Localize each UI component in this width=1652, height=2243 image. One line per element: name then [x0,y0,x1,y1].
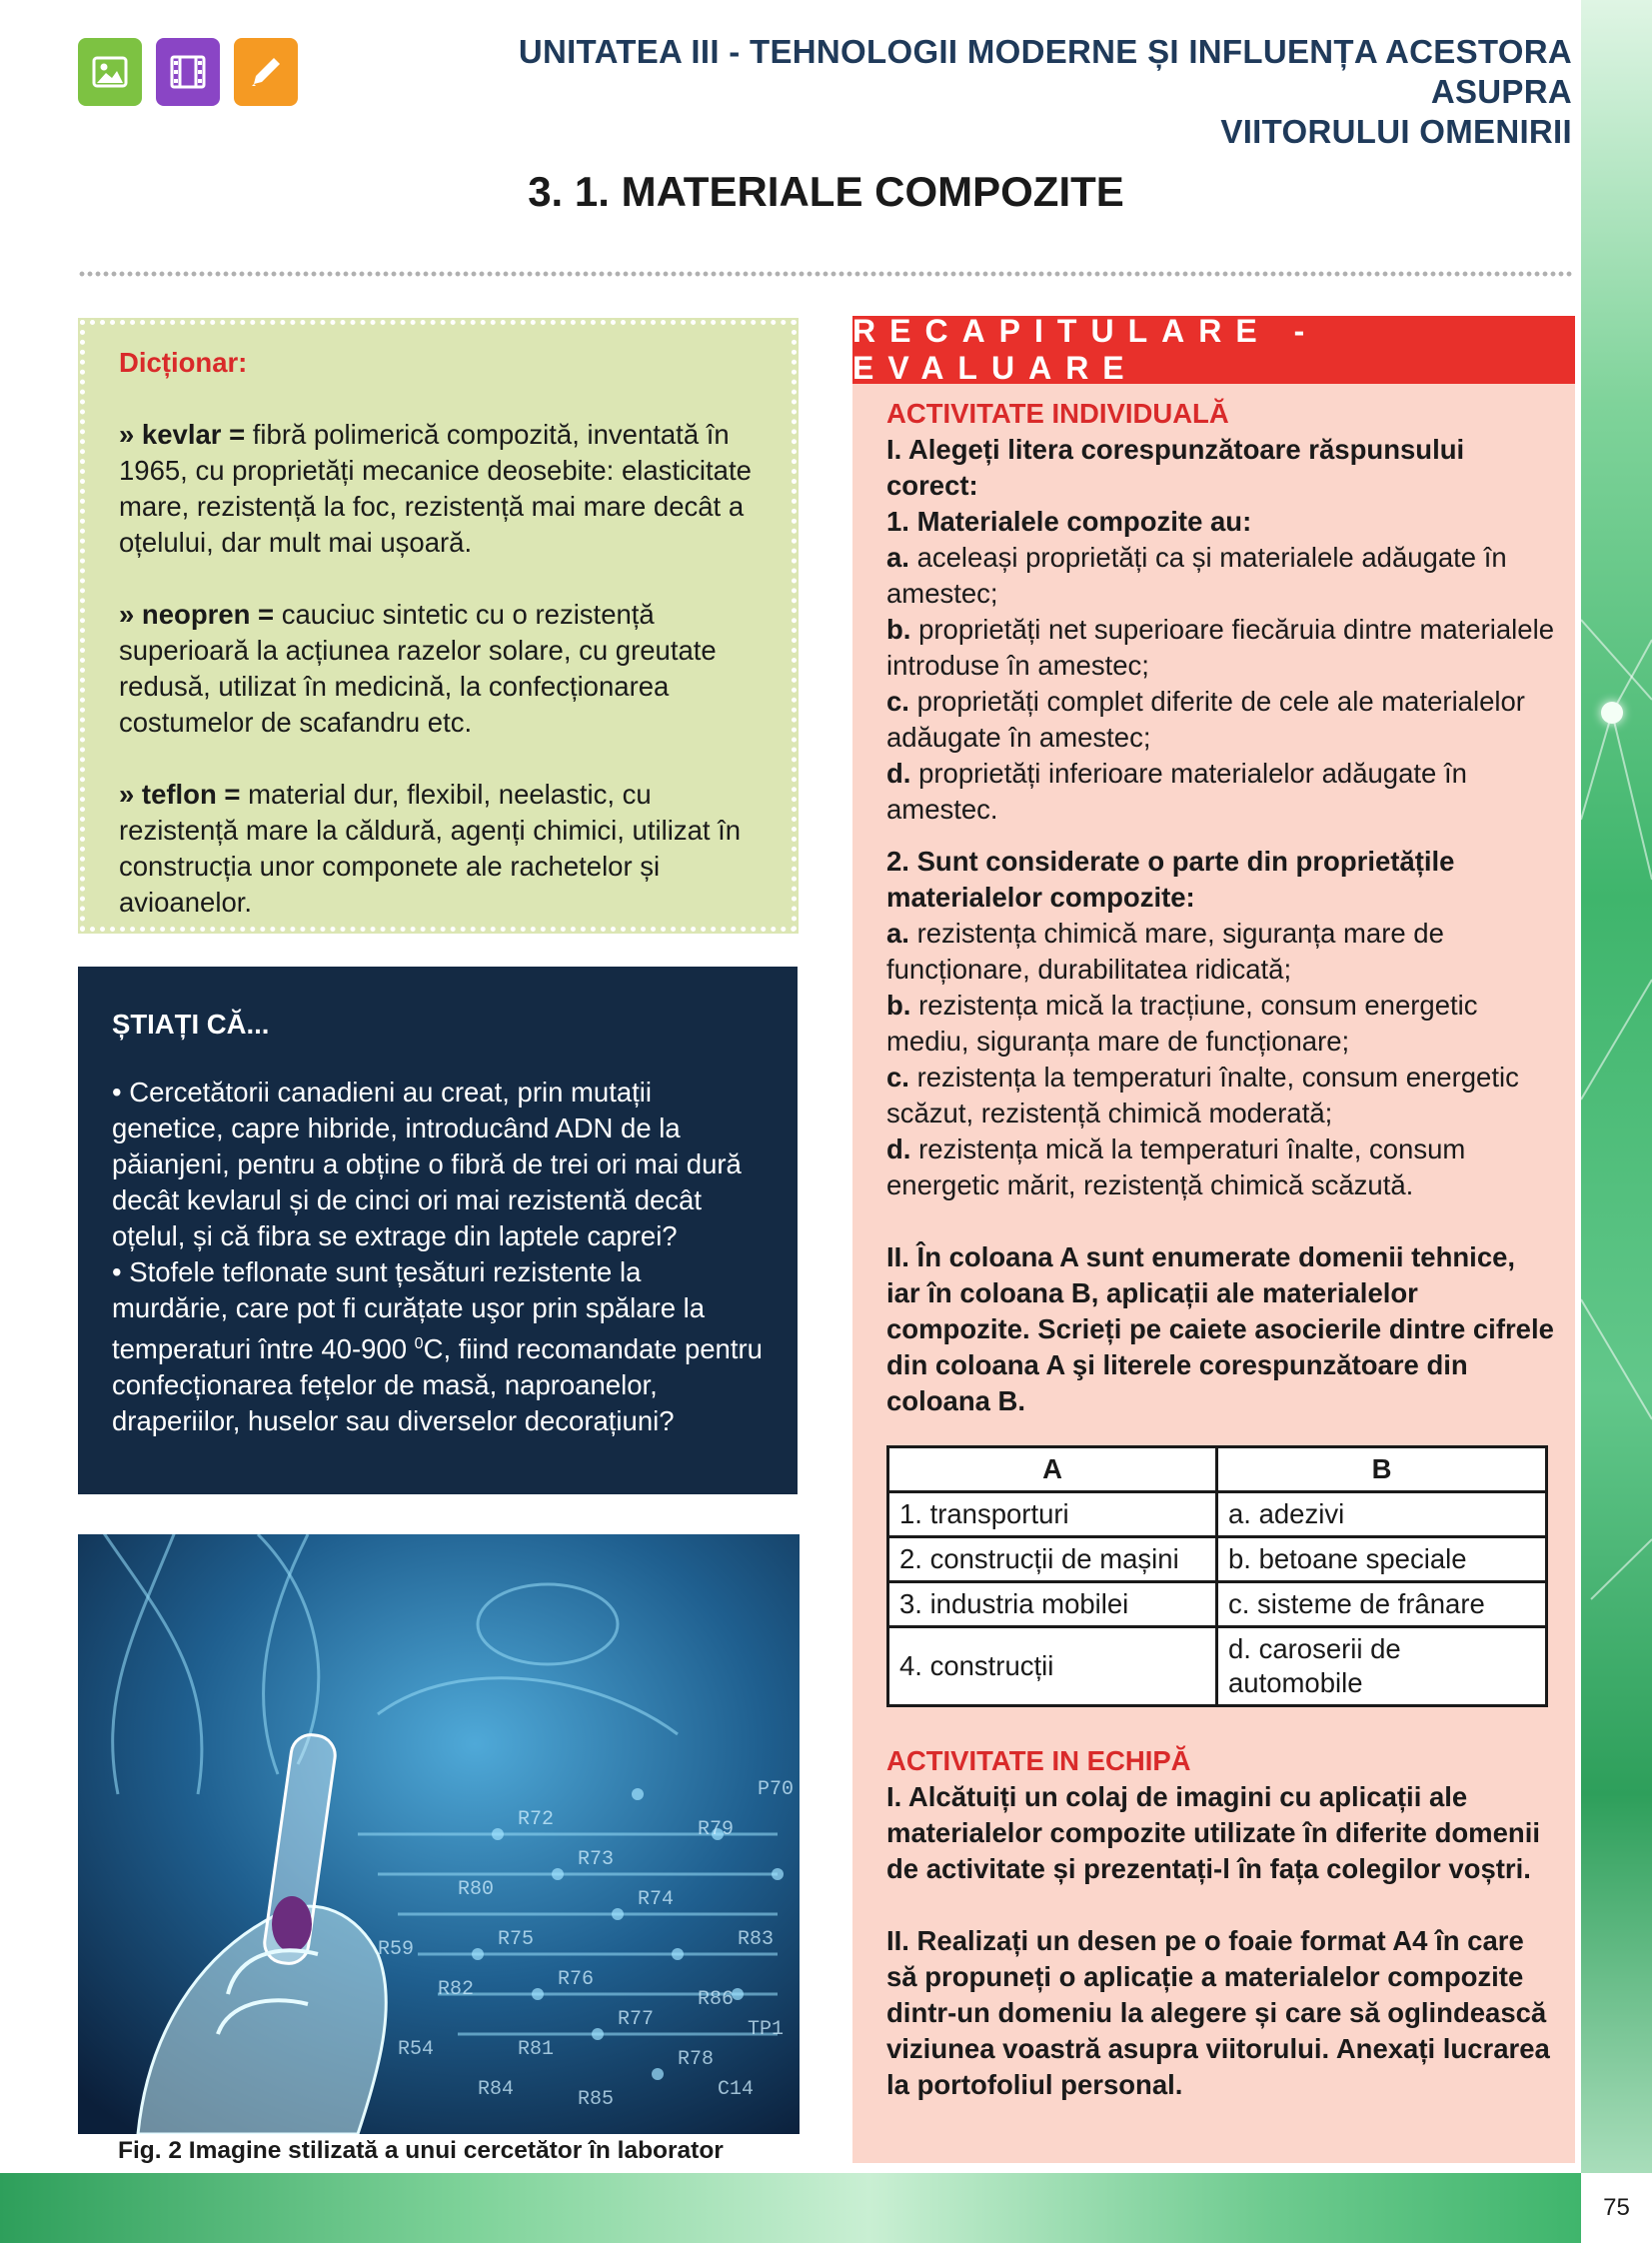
lab-researcher-illustration [78,1534,800,2134]
team-activity-title: ACTIVITATE IN ECHIPĂ [886,1745,1191,1776]
team-task-2: II. Realizați un desen pe o foaie format A4 în care să propuneți o aplicație a materialelor compozite dintr-un domeniu la alegere și care să oglindească viziunea voastră asupra viitorului. Anexați lucrarea la portofoliul personal. [886,1925,1550,2100]
evaluation-panel [852,313,1575,2163]
board-label: R78 [678,2048,715,2071]
board-label: R76 [558,1968,595,1991]
answer-option [886,756,1556,828]
evaluation-header: RECAPITULARE - EVALUARE [852,316,1575,384]
option-text: rezistența chimică mare, siguranța mare de funcționare, durabilitatea ridicată; [886,918,1444,985]
dictionary-definition: material dur, flexibil, neelastic, cu rezistență mare la căldură, agenți chimici, utilizat în construcția unor componete ale rachetelor și avioanelor. [119,779,742,918]
table-row [888,1627,1547,1706]
did-you-know-paragraph-1: • Cercetătorii canadieni au creat, prin mutații genetice, capre hibride, introducând ADN de la păianjeni, pentru a obține o fibră de trei ori mai dură decât kevlarul și de cinci ori mai rezistentă decât oțelul, și că fibra se extrage din laptele caprei? [112,1077,742,1251]
figure-caption: Fig. 2 Imagine stilizată a unui cercetător în laborator [118,2137,724,2164]
evaluation-body [886,396,1556,2103]
network-node [1601,702,1623,724]
board-label: R84 [478,2078,515,2101]
answer-option [886,1131,1556,1203]
answer-option [886,684,1556,756]
team-task-1: I. Alcătuiți un colaj de imagini cu aplicații ale materialelor compozite utilizate în diferite domenii de activitate și prezentați-l în fața colegilor voștri. [886,1781,1541,1884]
table-cell: b. betoane speciale [1217,1537,1547,1582]
board-label: R83 [738,1928,775,1951]
dictionary-definition: cauciuc sintetic cu o rezistență superioară la acțiunea razelor solare, cu greutate redusă, utilizat în medicină, la confecționarea costumelor de scafandru etc. [119,599,717,738]
question-1: 1. Materialele compozite au: [886,506,1252,537]
table-row [888,1492,1547,1537]
unit-title-line1: UNITATEA III - TEHNOLOGII MODERNE ȘI INFLUENȚA ACESTORA ASUPRA [518,33,1572,110]
board-label: R59 [378,1938,415,1961]
dictionary-term: » neopren = [119,599,275,630]
table-row [888,1582,1547,1627]
answer-option [886,1060,1556,1131]
answer-option [886,916,1556,988]
table-cell: 3. industria mobilei [888,1582,1217,1627]
board-label: R77 [618,2008,655,2031]
board-label: TP1 [748,2018,785,2041]
table-row [888,1537,1547,1582]
unit-header [423,32,1572,152]
option-letter: a. [886,918,909,949]
board-label: R72 [518,1808,555,1831]
answer-option [886,540,1556,612]
table-cell: a. adezivi [1217,1492,1547,1537]
board-label: P70 [758,1778,795,1801]
association-table [886,1445,1548,1707]
pencil-icon[interactable] [234,38,298,106]
option-text: rezistența mică la tracțiune, consum energetic mediu, siguranța mare de funcționare; [886,990,1478,1057]
option-letter: b. [886,990,911,1021]
option-text: proprietăți complet diferite de cele ale materialelor adăugate în amestec; [886,686,1525,753]
answer-option [886,988,1556,1060]
board-label: R86 [698,1988,735,2011]
board-label: C14 [718,2078,755,2101]
dictionary-term: » teflon = [119,779,241,810]
board-label: R74 [638,1888,675,1911]
answer-option [886,612,1556,684]
board-label: R73 [578,1848,615,1871]
question-2: 2. Sunt considerate o parte din proprietățile materialelor compozite: [886,846,1455,913]
table-cell: 1. transporturi [888,1492,1217,1537]
option-text: proprietăți inferioare materialelor adăugate în amestec. [886,758,1467,825]
board-label: R75 [498,1928,535,1951]
network-pattern [1581,0,1652,2243]
option-letter: c. [886,686,909,717]
did-you-know-box [78,967,798,1494]
decorative-side-strip [1581,0,1652,2243]
option-text: proprietăți net superioare fiecăruia dintre materialele introduse în amestec; [886,614,1554,681]
board-label: R85 [578,2088,615,2111]
column-header-a: A [888,1447,1217,1492]
dictionary-title: Dicționar: [119,347,248,378]
did-you-know-title: ȘTIAȚI CĂ... [112,1009,270,1040]
dictionary-entry-teflon [119,777,758,921]
part1-instruction: I. Alegeți litera corespunzătoare răspunsului corect: [886,434,1465,501]
table-cell: d. caroserii de automobile [1217,1627,1547,1706]
did-you-know-text: C, fiind recomandate pentru confecționarea fețelor de masă, naproanelor, draperiilor, huselor sau diverselor decorațiuni? [112,1333,763,1437]
dictionary-definition: fibră polimerică compozită, inventată în 1965, cu proprietăți mecanice deosebite: elasticitate mare, rezistență la foc, rezistență mai mare decât a oțelului, dar mult mai ușoară. [119,419,752,558]
decorative-divider [78,268,1573,280]
option-text: aceleași proprietăți ca și materialele adăugate în amestec; [886,542,1507,609]
option-letter: b. [886,614,911,645]
table-cell: 4. construcții [888,1627,1217,1706]
part2-instruction: II. În coloana A sunt enumerate domenii tehnice, iar în coloana B, aplicații ale materialelor compozite. Scrieți pe caiete asocierile dintre cifrele din coloana A şi literele corespunzătoare din coloana B. [886,1241,1554,1416]
page-number: 75 [1581,2173,1652,2243]
board-label: R82 [438,1978,475,2001]
board-label: R79 [698,1818,735,1841]
unit-title-line2: VIITORULUI OMENIRII [1220,113,1572,150]
dictionary-entry-kevlar [119,417,758,561]
column-header-b: B [1217,1447,1547,1492]
board-label: R81 [518,2038,555,2061]
option-text: rezistența la temperaturi înalte, consum energetic scăzut, rezistență chimică moderată; [886,1062,1519,1128]
option-text: rezistența mică la temperaturi înalte, consum energetic mărit, rezistență chimică scăzută. [886,1133,1466,1200]
option-letter: d. [886,1133,911,1164]
table-header-row [888,1447,1547,1492]
individual-activity-title: ACTIVITATE INDIVIDUALĂ [886,398,1229,429]
degree-superscript: 0 [414,1335,424,1352]
option-letter: a. [886,542,909,573]
did-you-know-paragraph-2 [112,1254,764,1439]
table-cell: 2. construcții de mașini [888,1537,1217,1582]
option-letter: c. [886,1062,909,1093]
board-label: R54 [398,2038,435,2061]
board-label: R80 [458,1878,495,1901]
image-icon[interactable] [78,38,142,106]
dictionary-box [80,320,797,932]
table-cell: c. sisteme de frânare [1217,1582,1547,1627]
decorative-bottom-band [0,2173,1581,2243]
did-you-know-text: • Stofele teflonate sunt țesături rezistente la murdărie, care pot fi curățate uşor prin spălare la temperaturi între 40-900 [112,1256,706,1365]
option-letter: d. [886,758,911,789]
dictionary-entry-neopren [119,597,758,741]
film-icon[interactable] [156,38,220,106]
dictionary-term: » kevlar = [119,419,246,450]
chapter-title: 3. 1. MATERIALE COMPOZITE [528,168,1124,215]
